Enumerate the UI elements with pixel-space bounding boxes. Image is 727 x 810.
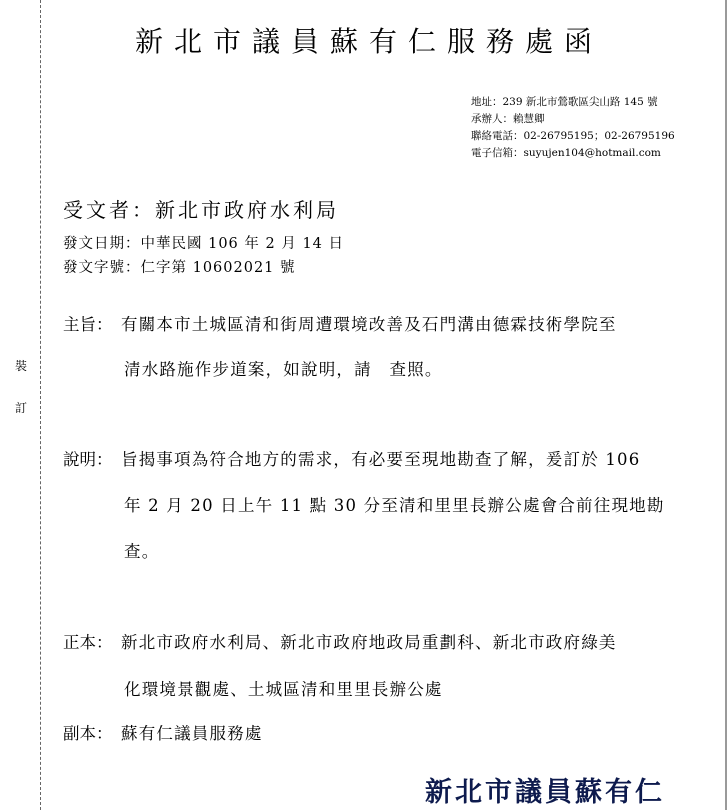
binding-mark-char: 訂	[14, 401, 27, 415]
original-copy-line: 化環境景觀處、土城區清和里里長辦公處	[124, 680, 443, 699]
subject-line: 有關本市土城區清和街周遭環境改善及石門溝由德霖技術學院至	[121, 315, 617, 334]
original-copy-line: 新北市政府水利局、新北市政府地政局重劃科、新北市政府綠美	[121, 633, 617, 652]
explanation-label: 說明：	[63, 450, 113, 469]
duplicate-copy-label: 副本：	[63, 724, 113, 743]
subject-line: 清水路施作步道案，如說明，請 查照。	[124, 360, 443, 379]
binding-line	[40, 0, 41, 810]
duplicate-copy-line: 蘇有仁議員服務處	[121, 724, 263, 743]
binding-mark-char: 裝	[14, 359, 27, 373]
contact-phone: 聯絡電話：02-26795195；02-26795196	[471, 130, 675, 142]
signature-stamp: 新北市議員蘇有仁	[425, 777, 665, 808]
document-title: 新北市議員蘇有仁服務處函	[134, 25, 603, 58]
explanation-line: 年 2 月 20 日上午 11 點 30 分至清和里里長辦公處會合前往現地勘	[124, 496, 665, 515]
explanation-line: 旨揭事項為符合地方的需求，有必要至現地勘查了解，爰訂於 106	[121, 450, 641, 469]
original-copy-label: 正本：	[63, 633, 113, 652]
contact-address: 地址：239 新北市鶯歌區尖山路 145 號	[471, 96, 658, 108]
contact-handler: 承辦人：賴慧卿	[471, 113, 545, 125]
subject-label: 主旨：	[63, 315, 113, 334]
explanation-line: 查。	[124, 542, 160, 561]
binding-mark	[14, 345, 28, 429]
contact-email: 電子信箱：suyujen104@hotmail.com	[471, 147, 661, 159]
issue-date: 發文日期：中華民國 106 年 2 月 14 日	[63, 236, 345, 252]
contact-block	[471, 94, 675, 162]
doc-number: 發文字號：仁字第 10602021 號	[63, 260, 296, 276]
recipient: 受文者：新北市政府水利局	[63, 198, 339, 222]
